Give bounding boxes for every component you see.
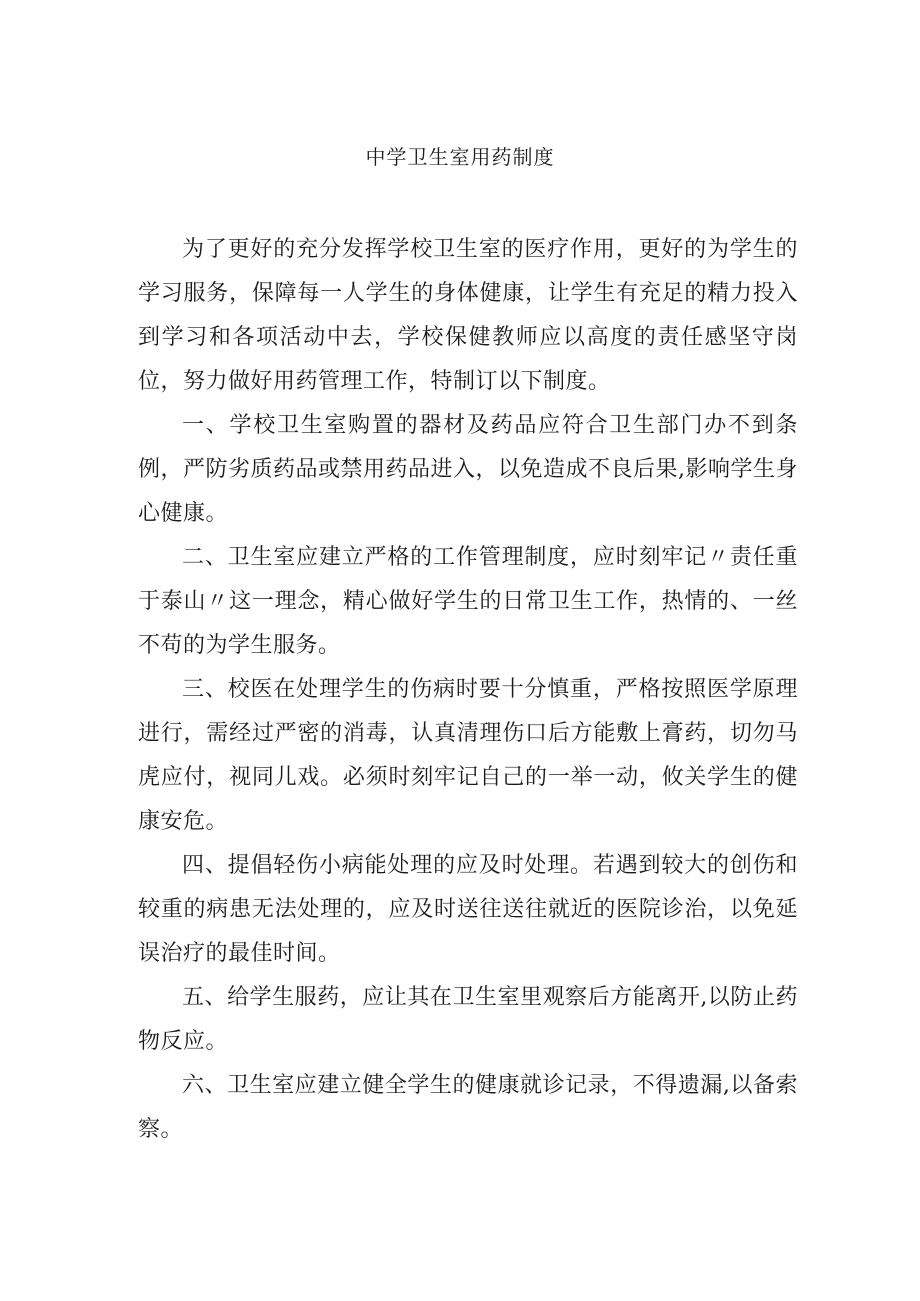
page-title: 中学卫生室用药制度	[365, 145, 555, 169]
paragraph-rule-1: 一、学校卫生室购置的器材及药品应符合卫生部门办不到条例，严防劣质药品或禁用药品进入，以免造成不良后果,影响学生身心健康。	[138, 413, 798, 526]
paragraph-intro: 为了更好的充分发挥学校卫生室的医疗作用，更好的为学生的学习服务，保障每一人学生的身体健康，让学生有充足的精力投入到学习和各项活动中去，学校保健教师应以高度的责任感坚守岗位，努力做好用药管理工作，特制订以下制度。	[138, 237, 798, 394]
paragraph-rule-5: 五、给学生服药，应让其在卫生室里观察后方能离开,以防止药物反应。	[138, 985, 798, 1054]
paragraph-rule-3: 三、校医在处理学生的伤病时要十分慎重，严格按照医学原理进行，需经过严密的消毒，认真清理伤口后方能敷上膏药，切勿马虎应付，视同儿戏。必须时刻牢记自己的一举一动，攸关学生的健康安危。	[138, 677, 798, 834]
paragraph-rule-6: 六、卫生室应建立健全学生的健康就诊记录，不得遗漏,以备索察。	[138, 1073, 798, 1142]
document-body	[138, 228, 798, 1152]
paragraph-rule-2: 二、卫生室应建立严格的工作管理制度，应时刻牢记〃责任重于泰山〃这一理念，精心做好学生的日常卫生工作，热情的、一丝不苟的为学生服务。	[138, 545, 798, 658]
paragraph-rule-4: 四、提倡轻伤小病能处理的应及时处理。若遇到较大的创伤和较重的病患无法处理的，应及时送往送往就近的医院诊治，以免延误治疗的最佳时间。	[138, 853, 798, 966]
